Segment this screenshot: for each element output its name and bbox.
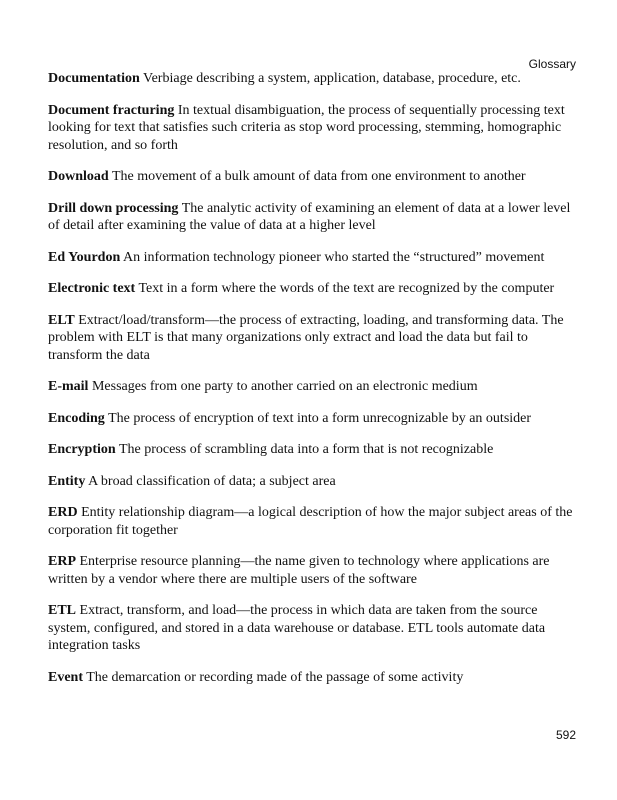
glossary-entry [48,378,578,396]
glossary-entry [48,168,578,186]
glossary-entry [48,312,578,365]
glossary-entry [48,249,578,267]
glossary-entry [48,602,578,655]
glossary-definition: Extract/load/transform—the process of extracting, loading, and transforming data. The problem with ELT is that many organizations only extract and load the data but fail to transform the data [48,312,564,363]
glossary-definition: Entity relationship diagram—a logical description of how the major subject areas of the corporation fit together [48,505,573,538]
glossary-term: Event [48,669,83,685]
glossary-definition: The demarcation or recording made of the passage of some activity [86,669,464,685]
glossary-entry [48,669,578,687]
glossary-term: Encoding [48,410,105,426]
glossary-entry [48,504,578,539]
glossary-definition: The analytic activity of examining an element of data at a lower level of detail after examining the value of data at a higher level [48,200,571,233]
glossary-term: Download [48,169,109,184]
glossary-definition: The process of scrambling data into a form that is not recognizable [118,442,494,457]
glossary-term: ETL [48,603,77,618]
glossary-list [48,70,578,700]
glossary-term: Drill down processing [48,200,179,216]
glossary-definition: An information technology pioneer who started the “structured” movement [122,249,545,265]
glossary-entry [48,473,578,491]
glossary-term: Document fracturing [48,102,175,118]
glossary-term: E-mail [48,379,89,394]
glossary-definition: Messages from one party to another carried on an electronic medium [91,379,478,394]
glossary-term: Entity [48,473,86,489]
glossary-entry [48,280,578,298]
glossary-term: ERD [48,505,78,520]
glossary-definition: A broad classification of data; a subject area [88,473,336,489]
glossary-entry [48,102,578,155]
page-number: 592 [555,728,576,742]
glossary-term: ERP [48,554,76,569]
glossary-entry [48,70,578,88]
glossary-term: Encryption [48,442,116,457]
glossary-definition: Enterprise resource planning—the name given to technology where applications are written by a vendor where there are multiple users of the software [48,554,550,587]
glossary-definition: Verbiage describing a system, application, database, procedure, etc. [143,71,521,86]
glossary-entry [48,441,578,459]
glossary-definition: The movement of a bulk amount of data from one environment to another [111,169,526,184]
glossary-entry [48,200,578,235]
glossary-term: Electronic text [48,281,136,296]
glossary-definition: In textual disambiguation, the process of sequentially processing text looking for text that satisfies such criteria as stop word processing, stemming, homographic resolution, and so forth [48,102,565,153]
glossary-term: Documentation [48,71,140,86]
glossary-definition: Extract, transform, and load—the process in which data are taken from the source system, configured, and stored in a data warehouse or database. ETL tools automate data integration tasks [48,603,546,653]
glossary-definition: Text in a form where the words of the text are recognized by the computer [138,281,555,296]
glossary-definition: The process of encryption of text into a form unrecognizable by an outsider [108,410,532,426]
glossary-entry [48,553,578,588]
running-header: Glossary [528,57,576,71]
glossary-term: ELT [48,312,75,328]
glossary-entry [48,410,578,428]
glossary-term: Ed Yourdon [48,249,121,265]
